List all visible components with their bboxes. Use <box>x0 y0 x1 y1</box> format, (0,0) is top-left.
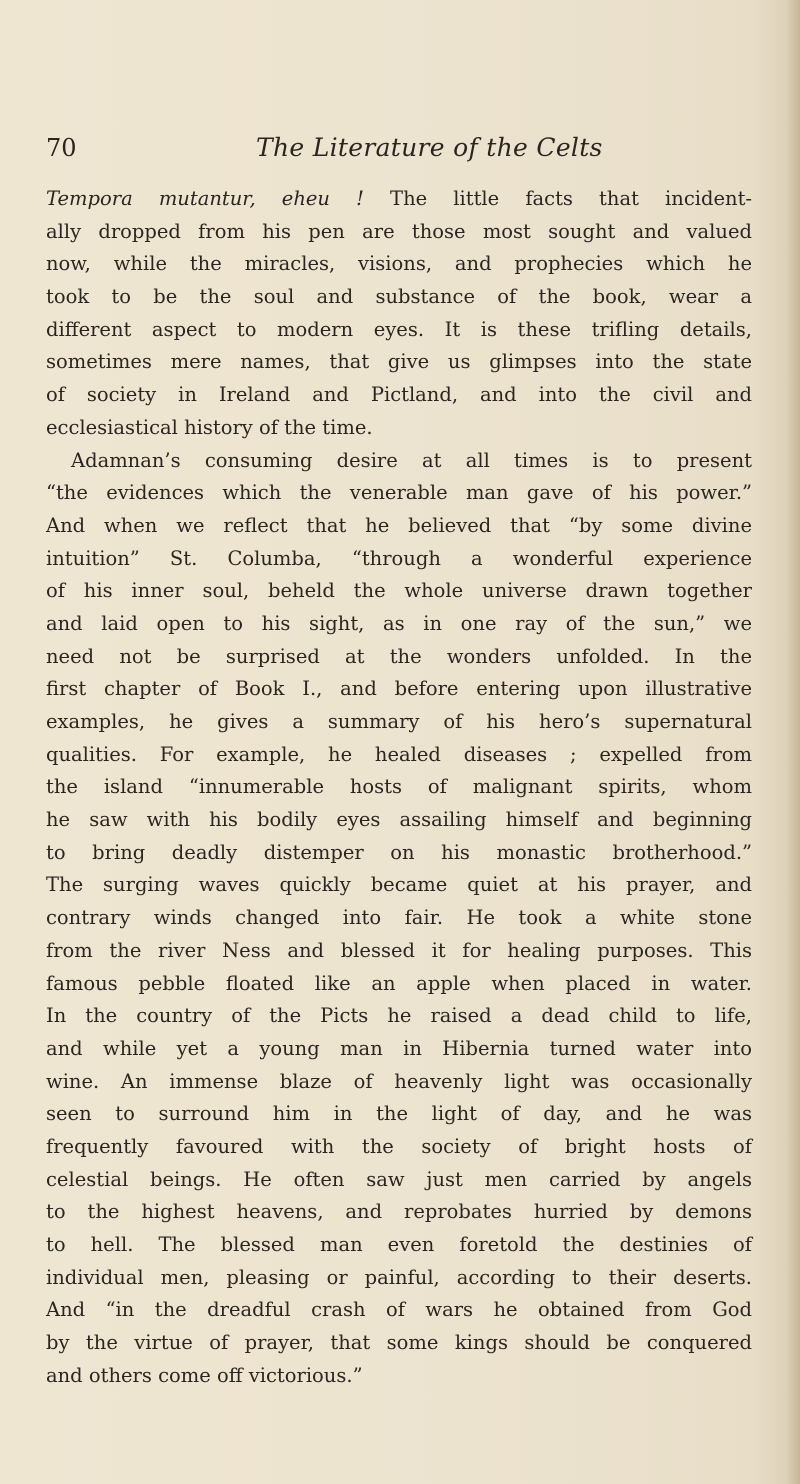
text-line: by the virtue of prayer, that some kings should be conquered <box>46 1331 752 1355</box>
text-line: celestial beings. He often saw just men carried by angels <box>46 1167 752 1191</box>
text-line: Tempora mutantur, eheu ! The little facts that incident- <box>46 187 752 210</box>
text-line: And “in the dreadful crash of wars he obtained from God <box>46 1298 752 1322</box>
text-line: examples, he gives a summary of his hero’s supernatural <box>46 710 752 733</box>
text-line: frequently favoured with the society of bright hosts of <box>46 1134 752 1158</box>
page-header <box>46 128 756 168</box>
text-line: from the river Ness and blessed it for healing purposes. This <box>46 938 752 962</box>
text-line: the island “innumerable hosts of malignant spirits, whom <box>46 775 752 799</box>
text-line: different aspect to modern eyes. It is these trifling details, <box>46 317 752 341</box>
text-line: contrary winds changed into fair. He took a white stone <box>46 906 752 930</box>
text-line: ecclesiastical history of the time. <box>46 415 373 439</box>
text-line: first chapter of Book I., and before entering upon illustrative <box>46 677 752 701</box>
text-line: Adamnan’s consuming desire at all times is to present <box>71 448 752 472</box>
text-line: ally dropped from his pen are those most sought and valued <box>46 219 752 243</box>
text-line: of his inner soul, beheld the whole universe drawn together <box>46 579 752 603</box>
text-line: seen to surround him in the light of day, and he was <box>46 1102 752 1126</box>
text-line: And when we reflect that he believed that “by some divine <box>46 513 752 537</box>
text-line: intuition” St. Columba, “through a wonderful experience <box>46 546 752 570</box>
text-line: The surging waves quickly became quiet at his prayer, and <box>46 873 752 897</box>
text-line: sometimes mere names, that give us glimpses into the state <box>46 350 752 374</box>
text-line: to the highest heavens, and reprobates hurried by demons <box>46 1200 752 1224</box>
body-text <box>46 183 752 1392</box>
text-line: he saw with his bodily eyes assailing himself and beginning <box>46 808 752 832</box>
text-line: famous pebble floated like an apple when placed in water. <box>46 971 752 995</box>
text-line: and while yet a young man in Hibernia turned water into <box>46 1036 752 1060</box>
latin-phrase: Tempora mutantur, eheu ! <box>46 187 364 210</box>
text-line: and laid open to his sight, as in one ray of the sun,” we <box>46 611 752 635</box>
text-line: of society in Ireland and Pictland, and into the civil and <box>46 383 752 407</box>
text-line: In the country of the Picts he raised a dead child to life, <box>46 1004 752 1028</box>
page-edge-shadow <box>786 0 800 1484</box>
text-line: to hell. The blessed man even foretold the destinies of <box>46 1233 752 1256</box>
text-line: individual men, pleasing or painful, according to their deserts. <box>46 1265 752 1289</box>
text-line: wine. An immense blaze of heavenly light was occasionally <box>46 1069 752 1093</box>
text-line: qualities. For example, he healed diseases ; expelled from <box>46 742 752 766</box>
text-line: need not be surprised at the wonders unfolded. In the <box>46 644 752 668</box>
text-line: now, while the miracles, visions, and prophecies which he <box>46 252 752 276</box>
text-line: “the evidences which the venerable man gave of his power.” <box>46 481 752 505</box>
text-line: to bring deadly distemper on his monastic brotherhood.” <box>46 840 752 864</box>
text-line: and others come off victorious.” <box>46 1363 363 1387</box>
running-title: The Literature of the Celts <box>256 133 603 162</box>
page-number: 70 <box>46 134 77 162</box>
text-line: took to be the soul and substance of the book, wear a <box>46 285 752 309</box>
